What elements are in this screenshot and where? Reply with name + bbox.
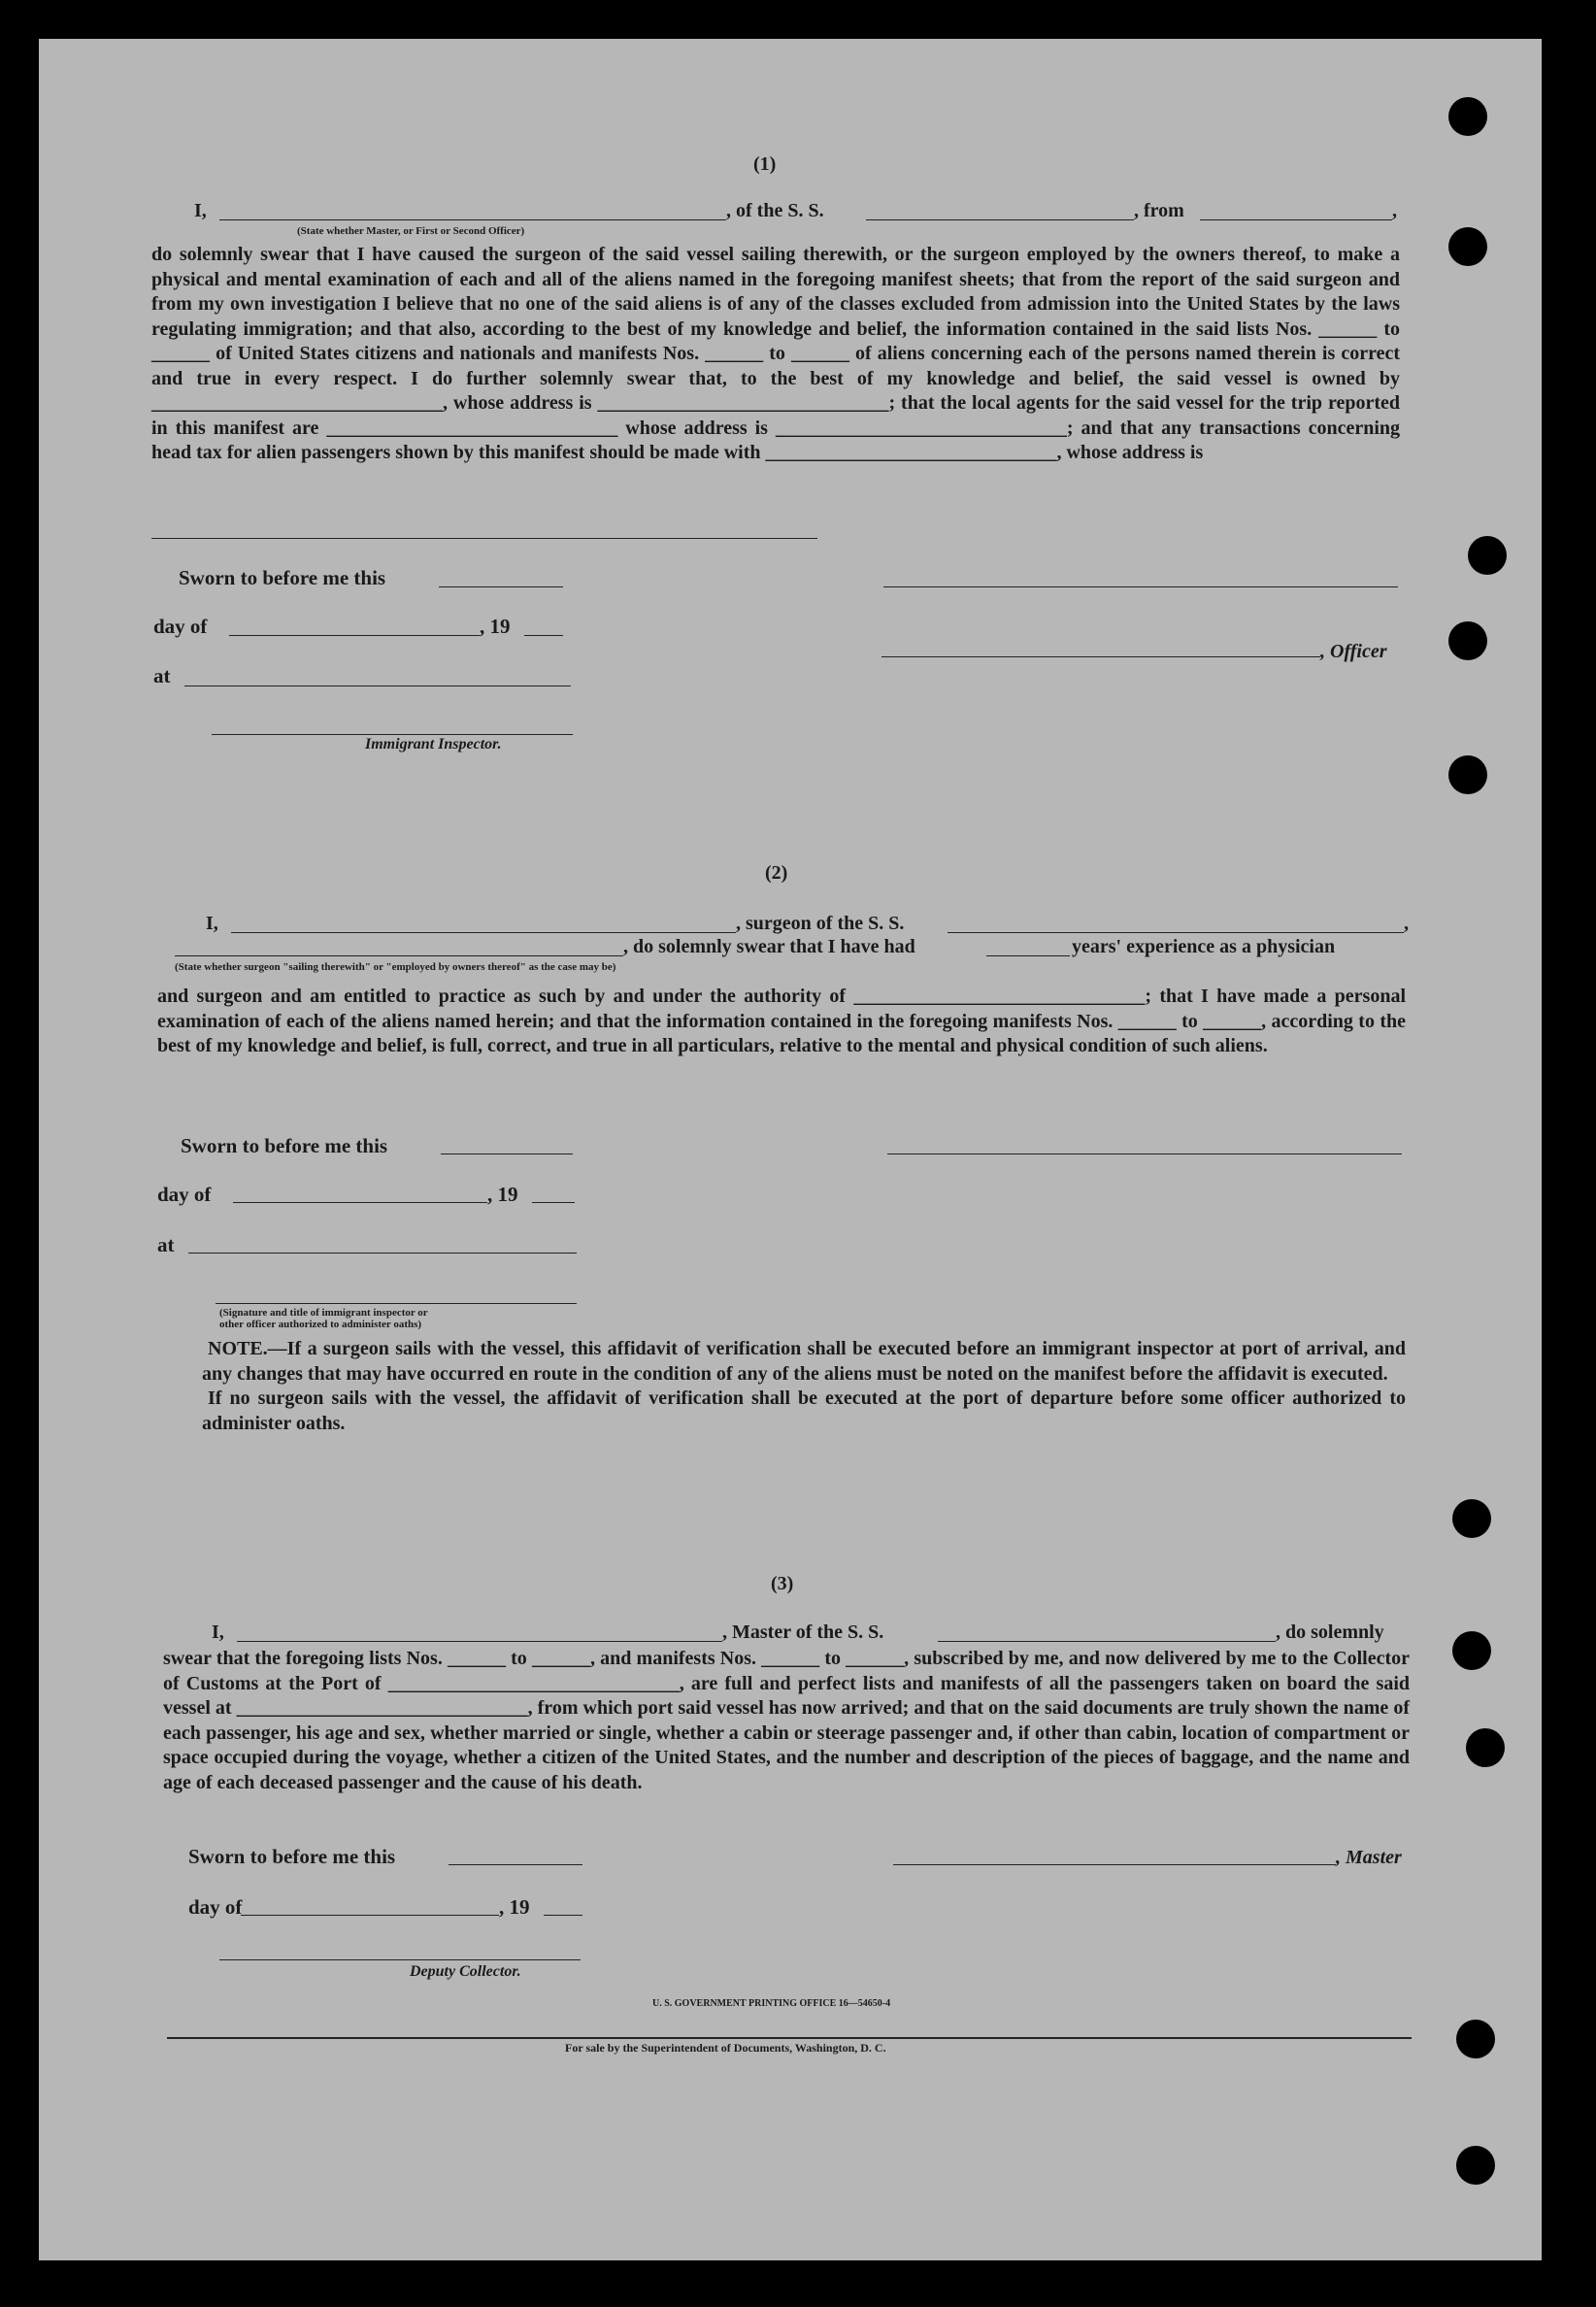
year-field-3[interactable] xyxy=(544,1915,582,1916)
note-1: NOTE.—If a surgeon sails with the vessel, this affidavit of verification shall be executed before an immigrant inspector at port of arrival, and any changes that may have occurred en route in the condition of any of the aliens must be noted on the manifest before the affidavit is executed. xyxy=(202,1338,1406,1385)
punch-hole xyxy=(1468,536,1507,575)
section-3-oath-text: swear that the foregoing lists Nos. ______ to ______, and manifests Nos. ______ to ______, subscribed by me, and now delivered by me to the Collector of Customs at the Port of ______________________________, are full and perfect lists and manifests of all the passengers taken on board the said vessel at ______________________________, from which port said vessel has now arrived; and that on the said documents are truly shown the name of each passenger, his age and sex, whether married or single, whether a cabin or steerage passenger and, if other than cabin, location of compartment or space occupied during the voyage, whether a citizen of the United States, and the number and description of the pieces of baggage, and the name and age of each deceased passenger and the cause of his death. xyxy=(163,1648,1410,1793)
surgeon-of-label: , surgeon of the S. S. xyxy=(736,913,905,934)
punch-hole xyxy=(1452,1499,1491,1538)
year-label-1: , 19 xyxy=(480,615,511,638)
signature-hint-1: (Signature and title of immigrant inspector or xyxy=(219,1307,428,1319)
sale-line: For sale by the Superintendent of Documents, Washington, D. C. xyxy=(565,2041,886,2055)
inspector-label: Immigrant Inspector. xyxy=(365,736,502,752)
section-1-lead: I, xyxy=(194,200,207,221)
surgeon-type-field[interactable] xyxy=(175,955,623,956)
year-label-2: , 19 xyxy=(487,1183,518,1206)
collector-label: Deputy Collector. xyxy=(410,1963,521,1980)
year-field-1[interactable] xyxy=(524,635,563,636)
section-3-lead: I, xyxy=(212,1622,224,1643)
at-field-2[interactable] xyxy=(188,1253,577,1254)
at-label-2: at xyxy=(157,1233,175,1256)
note-2: If no surgeon sails with the vessel, the affidavit of verification shall be executed at the port of departure before some officer authorized to administer oaths. xyxy=(202,1388,1406,1434)
port-from-field[interactable] xyxy=(1200,219,1392,220)
punch-hole xyxy=(1452,1631,1491,1670)
section-1-oath xyxy=(151,243,1400,466)
master-signature-field[interactable] xyxy=(893,1864,1336,1865)
day-of-field-2[interactable] xyxy=(233,1202,487,1203)
inspector-signature-field-2[interactable] xyxy=(216,1303,577,1304)
section-1-number: (1) xyxy=(753,153,777,175)
master-name-field[interactable] xyxy=(219,219,726,220)
master-name-field-3[interactable] xyxy=(237,1641,722,1642)
ship-name-field-2[interactable] xyxy=(948,932,1404,933)
footer-rule xyxy=(167,2037,1412,2039)
inspector-signature-field[interactable] xyxy=(212,734,573,735)
printing-office-line: U. S. GOVERNMENT PRINTING OFFICE 16—54650-4 xyxy=(652,1998,891,2009)
punch-hole xyxy=(1448,227,1487,266)
master-of-label: , Master of the S. S. xyxy=(722,1622,884,1643)
sworn-day-field-1[interactable] xyxy=(439,586,563,587)
master-label: , Master xyxy=(1336,1847,1402,1868)
punch-hole xyxy=(1456,2146,1495,2185)
day-of-field-3[interactable] xyxy=(241,1915,499,1916)
punch-hole xyxy=(1448,755,1487,794)
note-block xyxy=(202,1337,1406,1436)
officer-label: , Officer xyxy=(1320,641,1387,662)
years-label: years' experience as a physician xyxy=(1072,936,1336,957)
of-ss-label: , of the S. S. xyxy=(726,200,824,221)
ship-name-field[interactable] xyxy=(866,219,1134,220)
years-field[interactable] xyxy=(986,955,1070,956)
day-of-field-1[interactable] xyxy=(229,635,480,636)
at-field-1[interactable] xyxy=(184,685,571,686)
sworn-label-2: Sworn to before me this xyxy=(181,1134,388,1157)
section-2-oath xyxy=(157,985,1406,1059)
signature-hint-2: other officer authorized to administer oaths) xyxy=(219,1319,422,1330)
section-2-lead: I, xyxy=(206,913,218,934)
swear-label: , do solemnly swear that I have had xyxy=(623,936,915,957)
do-solemnly-label: , do solemnly xyxy=(1276,1622,1384,1643)
surgeon-hint: (State whether surgeon "sailing therewith" or "employed by owners thereof" as the case may be) xyxy=(175,961,616,973)
section-3-number: (3) xyxy=(771,1573,794,1594)
sworn-day-field-3[interactable] xyxy=(449,1864,582,1865)
sworn-label-1: Sworn to before me this xyxy=(179,566,386,589)
punch-hole xyxy=(1456,2020,1495,2058)
officer-hint: (State whether Master, or First or Second Officer) xyxy=(297,225,525,237)
sworn-label-3: Sworn to before me this xyxy=(188,1845,396,1868)
officer-signature-field[interactable] xyxy=(883,586,1398,587)
punch-hole xyxy=(1466,1728,1505,1767)
officer-name-field[interactable] xyxy=(881,656,1320,657)
section-2-oath-text: and surgeon and am entitled to practice as such by and under the authority of ______________________________; that I have made a personal examination of each of the aliens named herein; and that the information contained in the foregoing manifests Nos. ______ to ______, according to the best of my knowledge and belief, is full, correct, and true in all particulars, relative to the mental and physical condition of such aliens. xyxy=(157,986,1406,1056)
ship-name-field-3[interactable] xyxy=(938,1641,1276,1642)
from-label: , from xyxy=(1134,200,1184,221)
year-field-2[interactable] xyxy=(532,1202,575,1203)
section-2-number: (2) xyxy=(765,862,788,884)
punch-hole xyxy=(1448,97,1487,136)
day-of-label-3: day of xyxy=(188,1895,243,1919)
section-3-oath xyxy=(163,1647,1410,1795)
extra-address-field[interactable] xyxy=(151,538,817,539)
collector-signature-field[interactable] xyxy=(219,1959,581,1960)
comma: , xyxy=(1404,913,1409,934)
comma: , xyxy=(1392,200,1397,221)
at-label-1: at xyxy=(153,664,171,687)
section-1-oath-text: do solemnly swear that I have caused the surgeon of the said vessel sailing therewith, or the surgeon employed by the owners thereof, to make a physical and mental examination of each and all of the aliens named in the foregoing manifest sheets; that from the report of the said surgeon and from my own investigation I believe that no one of the said aliens is of any of the classes excluded from admission into the United States by the laws regulating immigration; and that also, according to the best of my knowledge and belief, the information contained in the said lists Nos. ______ to ______ of United States citizens and nationals and manifests Nos. ______ to ______ of aliens concerning each of the persons named therein is correct and true in every respect. I do further solemnly swear that, to the best of my knowledge and belief, the said vessel is owned by ______________________________, whose address is ______________________________; that the local agents for the said vessel for the trip reported in this manifest are ______________________________ whose address is ______________________________; and that any transactions concerning head tax for alien passengers shown by this manifest should be made with ______________________________, whose address is xyxy=(151,244,1400,463)
punch-hole xyxy=(1448,621,1487,660)
year-label-3: , 19 xyxy=(499,1895,530,1919)
day-of-label-2: day of xyxy=(157,1183,212,1206)
surgeon-name-field[interactable] xyxy=(231,932,736,933)
day-of-label-1: day of xyxy=(153,615,208,638)
